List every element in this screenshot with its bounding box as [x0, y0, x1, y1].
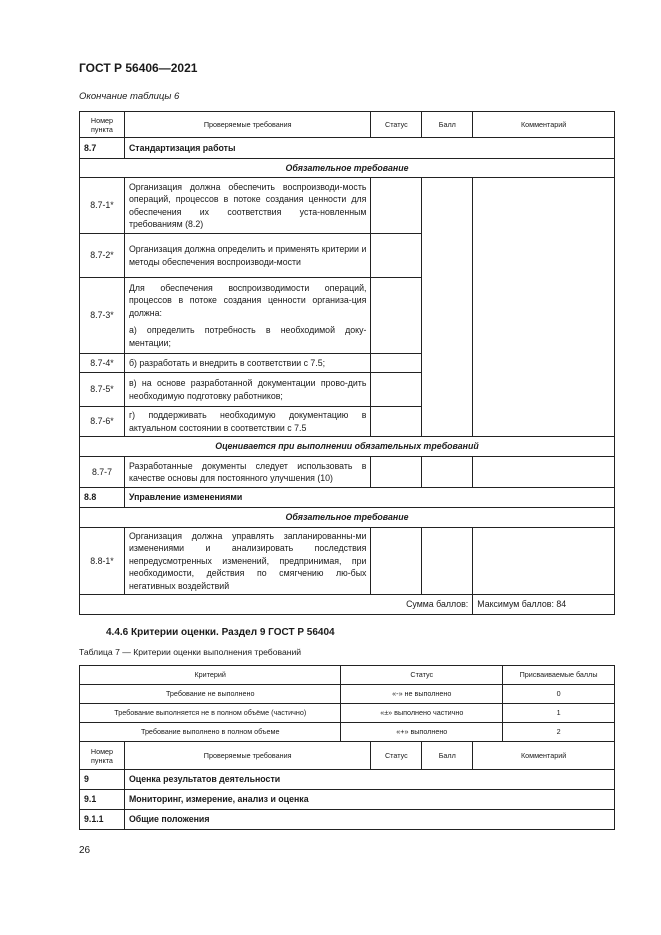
criterion-cell: Требование не выполнено — [80, 685, 341, 704]
criterion-cell: Требование выполняется не в полном объёме (частично) — [80, 704, 341, 723]
header-status: Статус — [341, 666, 503, 685]
table7-header-row — [80, 666, 615, 685]
section-row — [80, 810, 615, 830]
subsection-row — [80, 159, 615, 178]
section-row — [80, 488, 615, 508]
row-text: в) на основе разработанной документации прово-дить необходимую подготовку работников; — [124, 373, 370, 407]
status-cell[interactable] — [371, 354, 422, 373]
status-cell[interactable] — [371, 457, 422, 488]
row-number: 8.7-1* — [80, 178, 125, 234]
header-status: Статус — [371, 742, 422, 770]
points-cell: 0 — [503, 685, 615, 704]
table-row — [80, 528, 615, 595]
section-row — [80, 138, 615, 159]
row-number: 8.7-4* — [80, 354, 125, 373]
status-cell[interactable] — [371, 373, 422, 407]
row-text: г) поддерживать необходимую документацию в актуальном состоянии в соответствии с 7.5 — [124, 407, 370, 437]
subsection-row — [80, 508, 615, 528]
row-number: 8.7-5* — [80, 373, 125, 407]
header-comment: Комментарий — [473, 112, 615, 138]
row-text: Организация должна обеспечить воспроизводи-мость операций, процессов в потоке создания ценности для обеспечения их соответствия уста-новленным требованиям (8.2) — [124, 178, 370, 234]
status-cell: «-» не выполнено — [341, 685, 503, 704]
status-cell: «±» выполнено частично — [341, 704, 503, 723]
criterion-cell: Требование выполнено в полном объеме — [80, 723, 341, 742]
sum-label: Сумма баллов: — [80, 595, 473, 615]
evaluated-section-label: Оценивается при выполнении обязательных требований — [80, 437, 615, 457]
points-cell: 2 — [503, 723, 615, 742]
subsection-row — [80, 437, 615, 457]
header-status: Статус — [371, 112, 422, 138]
status-cell[interactable] — [371, 407, 422, 437]
points-cell: 1 — [503, 704, 615, 723]
score-cell[interactable] — [422, 178, 473, 437]
row-text-item: а) определить потребность в необходимой доку-ментации; — [128, 325, 367, 348]
row-number: 8.7-7 — [80, 457, 125, 488]
header-score: Балл — [422, 112, 473, 138]
max-score-label: Максимум баллов: 84 — [473, 595, 615, 615]
section-row — [80, 790, 615, 810]
table6-caption: Окончание таблицы 6 — [79, 91, 180, 102]
row-text: б) разработать и внедрить в соответствии с 7.5; — [124, 354, 370, 373]
row-text-multi — [124, 278, 370, 354]
header-criterion: Критерий — [80, 666, 341, 685]
row-number: 8.7-2* — [80, 234, 125, 278]
table-row — [80, 704, 615, 723]
table-row — [80, 178, 615, 234]
section-title: Управление изменениями — [124, 488, 614, 508]
row-text: Разработанные документы следует использовать в качестве основы для постоянного улучшения (10) — [124, 457, 370, 488]
header-number: Номер пункта — [80, 742, 125, 770]
table-row — [80, 723, 615, 742]
score-cell[interactable] — [422, 528, 473, 595]
status-cell[interactable] — [371, 278, 422, 354]
row-number: 8.7-3* — [80, 278, 125, 354]
table-row — [80, 457, 615, 488]
document-header-title: ГОСТ Р 56406—2021 — [79, 61, 198, 75]
section-number: 9.1 — [80, 790, 125, 810]
header-points: Присваиваемые баллы — [503, 666, 615, 685]
row-text: Для обеспечения воспроизводимости операций, процессов в потоке создания ценности организа-ция должна: — [128, 282, 367, 318]
header-comment: Комментарий — [473, 742, 615, 770]
table7 — [79, 665, 615, 742]
table8 — [79, 741, 615, 830]
mandatory-requirement-label: Обязательное требование — [80, 159, 615, 178]
header-score: Балл — [422, 742, 473, 770]
table6-header-row — [80, 112, 615, 138]
section-number: 9 — [80, 770, 125, 790]
status-cell[interactable] — [371, 178, 422, 234]
comment-cell[interactable] — [473, 178, 615, 437]
comment-cell[interactable] — [473, 528, 615, 595]
row-number: 8.8-1* — [80, 528, 125, 595]
section-title: Оценка результатов деятельности — [124, 770, 614, 790]
section-title: Мониторинг, измерение, анализ и оценка — [124, 790, 614, 810]
comment-cell[interactable] — [473, 457, 615, 488]
table8-header-row — [80, 742, 615, 770]
header-requirement: Проверяемые требования — [124, 742, 370, 770]
row-text: Организация должна определить и применять критерии и методы обеспечения воспроизводи-мости — [124, 234, 370, 278]
section-number: 8.7 — [80, 138, 125, 159]
section-title: Общие положения — [124, 810, 614, 830]
row-number: 8.7-6* — [80, 407, 125, 437]
section-row — [80, 770, 615, 790]
table-row — [80, 685, 615, 704]
page-number: 26 — [79, 845, 91, 856]
header-number: Номер пункта — [80, 112, 125, 138]
status-cell[interactable] — [371, 234, 422, 278]
table6 — [79, 111, 615, 615]
section-number: 8.8 — [80, 488, 125, 508]
status-cell[interactable] — [371, 528, 422, 595]
section-title: Стандартизация работы — [124, 138, 614, 159]
header-requirement: Проверяемые требования — [124, 112, 370, 138]
score-cell[interactable] — [422, 457, 473, 488]
table7-caption: Таблица 7 — Критерии оценки выполнения требований — [79, 647, 302, 657]
row-text: Организация должна управлять запланированны-ми изменениями и анализировать последствия непредусмотренных изменений, предпринимая, при необходимости, действия по смягчению лю-бых негативных воздействий — [124, 528, 370, 595]
section-number: 9.1.1 — [80, 810, 125, 830]
mandatory-requirement-label: Обязательное требование — [80, 508, 615, 528]
subsection-title: 4.4.6 Критерии оценки. Раздел 9 ГОСТ Р 56404 — [106, 627, 335, 638]
sum-row — [80, 595, 615, 615]
status-cell: «+» выполнено — [341, 723, 503, 742]
